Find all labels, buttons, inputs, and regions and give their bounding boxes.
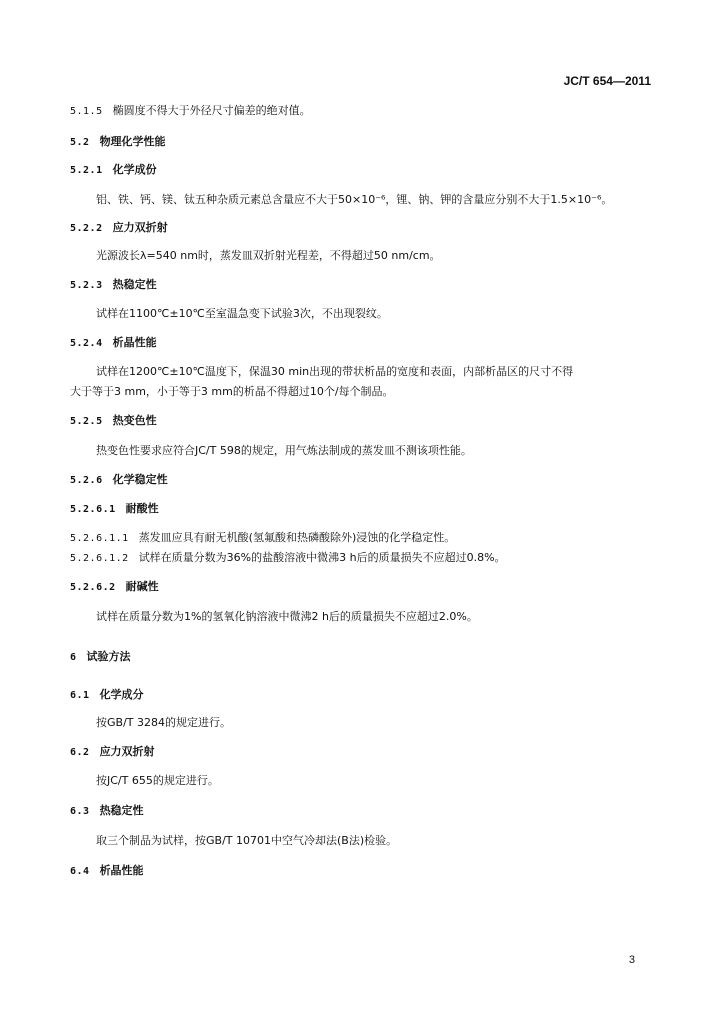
clause-number: 5.1.5 — [70, 106, 103, 117]
section-5-2-2-heading — [70, 221, 168, 236]
section-5-2-6-1-heading — [70, 502, 159, 517]
clause-5-2-6-2-text: 试样在质量分数为1%的氢氧化钠溶液中微沸2 h后的质量损失不应超过2.0%。 — [96, 610, 478, 623]
chapter-6-heading — [70, 650, 131, 665]
clause-5-2-1-text: 铝、铁、钙、镁、钛五种杂质元素总含量应不大于50×10⁻⁶，锂、钠、钾的含量应分别不大于1.5×10⁻⁶。 — [96, 193, 613, 206]
standard-code-header: JC/T 654—2011 — [563, 74, 651, 88]
section-6-1-heading — [70, 688, 144, 703]
section-5-2-6-heading — [70, 473, 168, 488]
section-title: 应力双折射 — [99, 745, 155, 758]
clause-6-3-text: 取三个制品为试样，按GB/T 10701中空气冷却法(B法)检验。 — [96, 834, 398, 847]
clause-5-2-3-text: 试样在1100℃±10℃至室温急变下试验3次，不出现裂纹。 — [96, 307, 388, 320]
section-title: 耐酸性 — [125, 502, 159, 515]
section-number: 5.2.1 — [70, 165, 103, 176]
clause-6-2-text: 按JC/T 655的规定进行。 — [96, 774, 219, 787]
section-5-2-5-heading — [70, 414, 157, 429]
clause-text: 蒸发皿应具有耐无机酸(氢氟酸和热磷酸除外)浸蚀的化学稳定性。 — [138, 531, 456, 544]
section-number: 5.2.3 — [70, 280, 103, 291]
section-number: 5.2.5 — [70, 416, 103, 427]
section-title: 热稳定性 — [112, 278, 157, 291]
section-title: 析晶性能 — [99, 864, 144, 877]
clause-5-2-4-text-line1: 试样在1200℃±10℃温度下，保温30 min出现的带状析晶的宽度和表面，内部析晶区的尺寸不得 — [96, 365, 574, 378]
clause-number: 5.2.6.1.1 — [70, 533, 129, 544]
section-5-2-1-heading — [70, 163, 157, 178]
section-number: 5.2.4 — [70, 338, 103, 349]
clause-5-2-5-text: 热变色性要求应符合JC/T 598的规定，用气炼法制成的蒸发皿不测该项性能。 — [96, 444, 472, 457]
section-title: 热变色性 — [112, 414, 157, 427]
section-5-2-3-heading — [70, 278, 157, 293]
section-number: 6.2 — [70, 747, 90, 758]
section-number: 6.1 — [70, 690, 90, 701]
section-5-2-4-heading — [70, 336, 157, 351]
section-title: 化学稳定性 — [112, 473, 168, 486]
section-number: 6.4 — [70, 866, 90, 877]
clause-5-2-6-1-1 — [70, 531, 455, 546]
section-6-4-heading — [70, 864, 144, 879]
section-number: 5.2.6 — [70, 475, 103, 486]
section-5-2-6-2-heading — [70, 580, 159, 595]
clause-6-1-text: 按GB/T 3284的规定进行。 — [96, 716, 231, 729]
section-title: 物理化学性能 — [99, 135, 166, 148]
section-6-3-heading — [70, 804, 144, 819]
chapter-title: 试验方法 — [86, 650, 131, 663]
clause-text: 试样在质量分数为36%的盐酸溶液中微沸3 h后的质量损失不应超过0.8%。 — [138, 551, 506, 564]
section-number: 5.2.2 — [70, 223, 103, 234]
clause-number: 5.2.6.1.2 — [70, 553, 129, 564]
clause-5-2-2-text: 光源波长λ=540 nm时，蒸发皿双折射光程差，不得超过50 nm/cm。 — [96, 249, 441, 262]
section-title: 化学成份 — [112, 163, 157, 176]
section-number: 6.3 — [70, 806, 90, 817]
clause-text: 椭圆度不得大于外径尺寸偏差的绝对值。 — [112, 104, 311, 117]
section-5-2-heading — [70, 135, 166, 150]
section-title: 析晶性能 — [112, 336, 157, 349]
page-number: 3 — [628, 954, 635, 966]
chapter-number: 6 — [70, 652, 77, 663]
section-title: 热稳定性 — [99, 804, 144, 817]
section-number: 5.2 — [70, 137, 90, 148]
section-number: 5.2.6.2 — [70, 582, 116, 593]
clause-5-2-4-text-line2: 大于等于3 mm，小于等于3 mm的析晶不得超过10个/每个制品。 — [70, 385, 394, 398]
section-number: 5.2.6.1 — [70, 504, 116, 515]
section-title: 耐碱性 — [125, 580, 159, 593]
clause-5-2-6-1-2 — [70, 551, 506, 566]
section-title: 化学成分 — [99, 688, 144, 701]
clause-5-1-5 — [70, 104, 311, 119]
section-title: 应力双折射 — [112, 221, 168, 234]
section-6-2-heading — [70, 745, 155, 760]
